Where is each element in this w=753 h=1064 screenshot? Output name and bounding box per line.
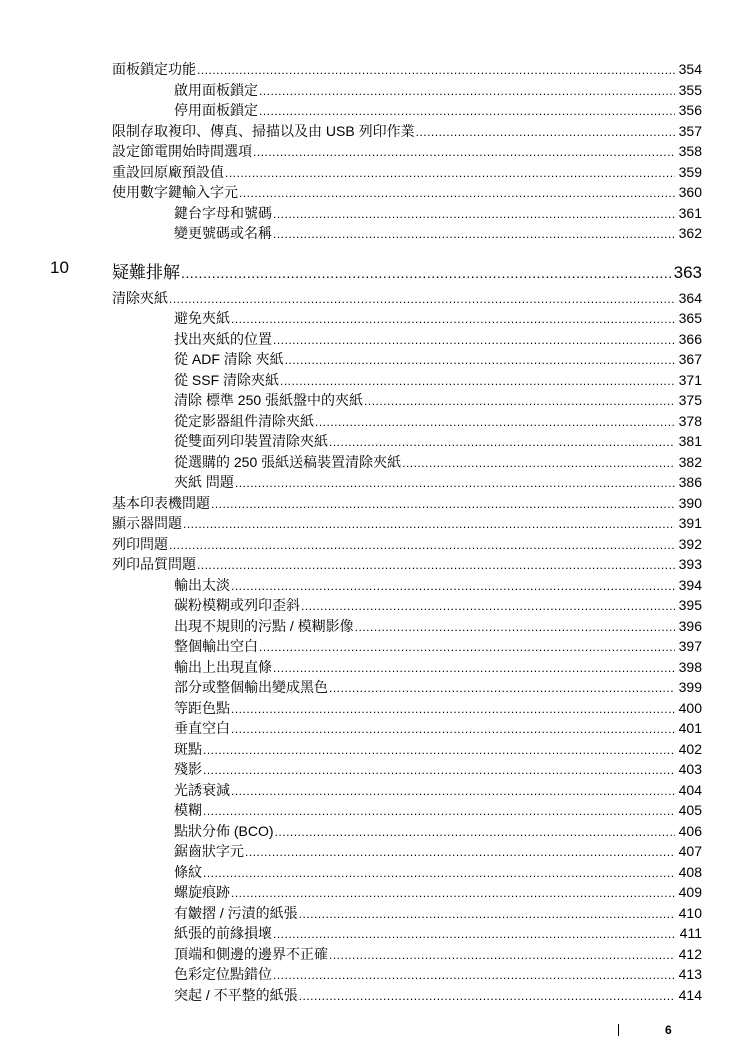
dot-leader [235,476,675,490]
toc-entry-page: 381 [678,433,702,449]
toc-entry-page: 398 [678,658,702,675]
toc-entry[interactable] [112,513,702,534]
toc-entry-title: 從選購的 250 張紙送稿裝置清除夾紙 [174,453,402,470]
toc-entry[interactable] [112,657,702,678]
toc-entry[interactable] [112,203,702,224]
toc-entry[interactable] [112,944,702,965]
toc-entry-title: 頂端和側邊的邊界不正確 [174,945,328,962]
toc-entry-page: 409 [678,884,702,900]
dot-leader [203,763,675,777]
toc-section-before [112,59,702,244]
chapter-page: 363 [673,262,702,282]
dot-leader [259,104,675,118]
toc-entry[interactable] [112,903,702,924]
toc-entry-page: 360 [678,184,702,200]
dot-leader [355,620,675,634]
dot-leader [203,743,675,757]
toc-entry-title: 從定影器組件清除夾紙 [174,412,314,429]
toc-entry[interactable] [112,923,702,944]
toc-entry-page: 358 [678,143,702,159]
toc-entry-page: 414 [678,986,702,1003]
toc-entry-title: 突起 / 不平整的紙張 [174,986,298,1003]
toc-entry-title: 顯示器問題 [112,515,182,531]
dot-leader [273,207,675,221]
toc-entry-title: 列印品質問題 [112,556,196,572]
toc-entry-page: 401 [678,720,702,736]
dot-leader [231,722,675,736]
toc-entry-page: 406 [678,822,702,839]
toc-entry[interactable] [112,493,702,514]
dot-leader [245,845,675,859]
toc-entry-title: 模糊 [174,802,202,818]
dot-leader [416,125,675,139]
toc-entry-title: 殘影 [174,761,202,777]
toc-entry-title: 碳粉模糊或列印歪斜 [174,597,300,613]
toc-entry[interactable] [112,595,702,616]
dot-leader [211,497,675,511]
toc-entry-title: 限制存取複印、傳真、掃描以及由 USB 列印作業 [112,122,415,139]
toc-entry-title: 輸出上出現直條 [174,658,272,675]
dot-leader [253,145,675,159]
toc-entry[interactable] [112,411,702,432]
toc-entry[interactable] [112,862,702,883]
toc-entry-page: 413 [678,966,702,982]
toc-entry[interactable] [112,575,702,596]
footer-page-number: 6 [665,1022,672,1037]
toc-entry-title: 點狀分佈 (BCO) [174,822,274,839]
toc-entry-page: 402 [678,740,702,757]
toc-entry-title: 條紋 [174,863,202,880]
toc-entry-title: 找出夾紙的位置 [174,330,272,347]
toc-entry-title: 部分或整個輸出變成黑色 [174,679,328,695]
dot-leader [402,456,675,470]
toc-entry[interactable] [112,616,702,637]
toc-entry-page: 393 [678,556,702,572]
dot-leader [285,353,675,367]
dot-leader [183,517,675,531]
toc-entry[interactable] [112,182,702,203]
toc-entry-title: 從雙面列印裝置清除夾紙 [174,433,328,449]
toc-entry-page: 411 [679,925,702,941]
toc-entry-title: 設定節電開始時間選項 [112,143,252,159]
dot-leader [275,825,675,839]
dot-leader [273,927,675,941]
toc-entry[interactable] [112,636,702,657]
toc-entry[interactable] [112,370,702,391]
toc-entry-title: 夾紙 問題 [174,474,234,490]
toc-entry-page: 395 [678,597,702,613]
page-footer [618,1022,672,1037]
dot-leader [364,394,675,408]
toc-entry-title: 從 SSF 清除夾紙 [174,371,280,388]
chapter-title: 疑難排解 [112,262,180,282]
toc-entry[interactable] [112,472,702,493]
dot-leader [169,292,675,306]
toc-entry-page: 410 [678,904,702,921]
toc-entry-page: 391 [678,515,702,531]
chapter-number: 10 [50,257,69,277]
dot-leader [231,702,675,716]
toc-entry-title: 從 ADF 清除 夾紙 [174,351,284,367]
toc-entry[interactable] [112,162,702,183]
dot-leader [280,374,675,388]
toc-entry-title: 螺旋痕跡 [174,884,230,900]
toc-entry[interactable] [112,452,702,473]
dot-leader [231,579,675,593]
toc-entry[interactable] [112,59,702,80]
toc-entry[interactable] [112,223,702,244]
toc-entry-title: 啟用面板鎖定 [174,81,258,98]
toc-entry[interactable] [112,431,702,452]
toc-entry-title: 輸出太淡 [174,576,230,593]
dot-leader [329,681,675,695]
toc-entry-page: 399 [678,679,702,695]
toc-entry-title: 光誘衰減 [174,781,230,798]
dot-leader [259,640,675,654]
toc-entry[interactable] [112,534,702,555]
toc-entry-page: 378 [678,412,702,429]
toc-entry-page: 390 [678,494,702,511]
dot-leader [231,886,675,900]
toc-entry-title: 避免夾紙 [174,310,230,326]
footer-divider [618,1024,619,1036]
toc-entry-page: 354 [678,61,702,77]
toc-entry-page: 357 [678,122,702,139]
toc-entry[interactable] [112,800,702,821]
toc-entry[interactable] [112,739,702,760]
toc-entry-page: 365 [678,310,702,326]
toc-entry[interactable] [112,554,702,575]
toc-entry[interactable] [112,80,702,101]
toc-entry-page: 397 [678,638,702,654]
dot-leader [169,538,675,552]
toc-entry-page: 355 [678,81,702,98]
dot-leader [329,948,675,962]
toc-entry-title: 鍵台字母和號碼 [174,204,272,221]
toc-entry-title: 使用數字鍵輸入字元 [112,184,238,200]
toc-entry-page: 364 [678,289,702,306]
toc-entry[interactable] [112,841,702,862]
toc-entry-page: 375 [678,392,702,408]
toc-entry-page: 382 [678,453,702,470]
toc-entry-page: 405 [678,802,702,818]
toc-entry[interactable] [112,985,702,1006]
dot-leader [329,435,675,449]
toc-entry-page: 400 [678,699,702,716]
toc-entry-title: 鋸齒狀字元 [174,843,244,859]
toc-entry-page: 408 [678,863,702,880]
toc-entry-title: 出現不規則的污點 / 模糊影像 [174,617,354,634]
dot-leader [273,333,675,347]
dot-leader [315,415,675,429]
toc-entry[interactable] [112,759,702,780]
toc-entry-page: 412 [678,945,702,962]
dot-leader [197,63,675,77]
toc-entry-page: 356 [678,102,702,118]
toc-entry-page: 403 [678,761,702,777]
toc-entry-title: 停用面板鎖定 [174,102,258,118]
toc-entry[interactable] [112,821,702,842]
dot-leader [203,866,675,880]
toc-entry[interactable] [112,882,702,903]
toc-entry-page: 404 [678,781,702,798]
dot-leader [273,968,675,982]
toc-entry-page: 392 [678,535,702,552]
toc-entry-page: 396 [678,617,702,634]
toc-entry-page: 394 [678,576,702,593]
toc-entry-page: 386 [678,474,702,490]
toc-entry[interactable] [112,308,702,329]
toc-entry-page: 361 [678,204,702,221]
toc-entry-title: 清除 標準 250 張紙盤中的夾紙 [174,392,364,408]
toc-entry[interactable] [112,677,702,698]
toc-entry-title: 紙張的前緣損壞 [174,925,272,941]
dot-leader [231,312,675,326]
toc-entry-title: 清除夾紙 [112,289,168,306]
dot-leader [299,989,675,1003]
toc-entry-title: 斑點 [174,740,202,757]
toc-entry-title: 列印問題 [112,535,168,552]
toc-entry-title: 基本印表機問題 [112,494,210,511]
table-of-contents [50,59,702,1005]
toc-entry-page: 371 [678,371,702,388]
toc-entry-title: 垂直空白 [174,720,230,736]
toc-entry[interactable] [112,718,702,739]
toc-entry-title: 變更號碼或名稱 [174,225,272,241]
dot-leader [225,166,675,180]
dot-leader [181,265,673,281]
toc-chapter-heading[interactable] [50,257,702,286]
toc-entry[interactable] [112,329,702,350]
toc-entry-title: 等距色點 [174,699,230,716]
dot-leader [301,599,675,613]
toc-entry[interactable] [112,288,702,309]
dot-leader [299,907,675,921]
toc-entry[interactable] [112,121,702,142]
toc-entry-page: 359 [678,163,702,180]
dot-leader [259,84,675,98]
dot-leader [273,227,675,241]
toc-entry-title: 整個輸出空白 [174,638,258,654]
dot-leader [273,661,675,675]
toc-entry[interactable] [112,780,702,801]
toc-entry[interactable] [112,349,702,370]
toc-entry[interactable] [112,698,702,719]
dot-leader [197,558,675,572]
toc-entry-page: 362 [678,225,702,241]
dot-leader [239,186,675,200]
dot-leader [203,804,675,818]
toc-entry-title: 面板鎖定功能 [112,61,196,77]
toc-section-after [112,288,702,1006]
toc-entry-title: 重設回原廠預設值 [112,163,224,180]
toc-entry-page: 366 [678,330,702,347]
toc-entry[interactable] [112,964,702,985]
toc-entry-title: 色彩定位點錯位 [174,966,272,982]
dot-leader [231,784,675,798]
toc-entry-page: 407 [678,843,702,859]
toc-entry-page: 367 [678,351,702,367]
toc-entry[interactable] [112,141,702,162]
toc-entry[interactable] [112,100,702,121]
toc-entry-title: 有皺摺 / 污漬的紙張 [174,904,298,921]
toc-entry[interactable] [112,390,702,411]
